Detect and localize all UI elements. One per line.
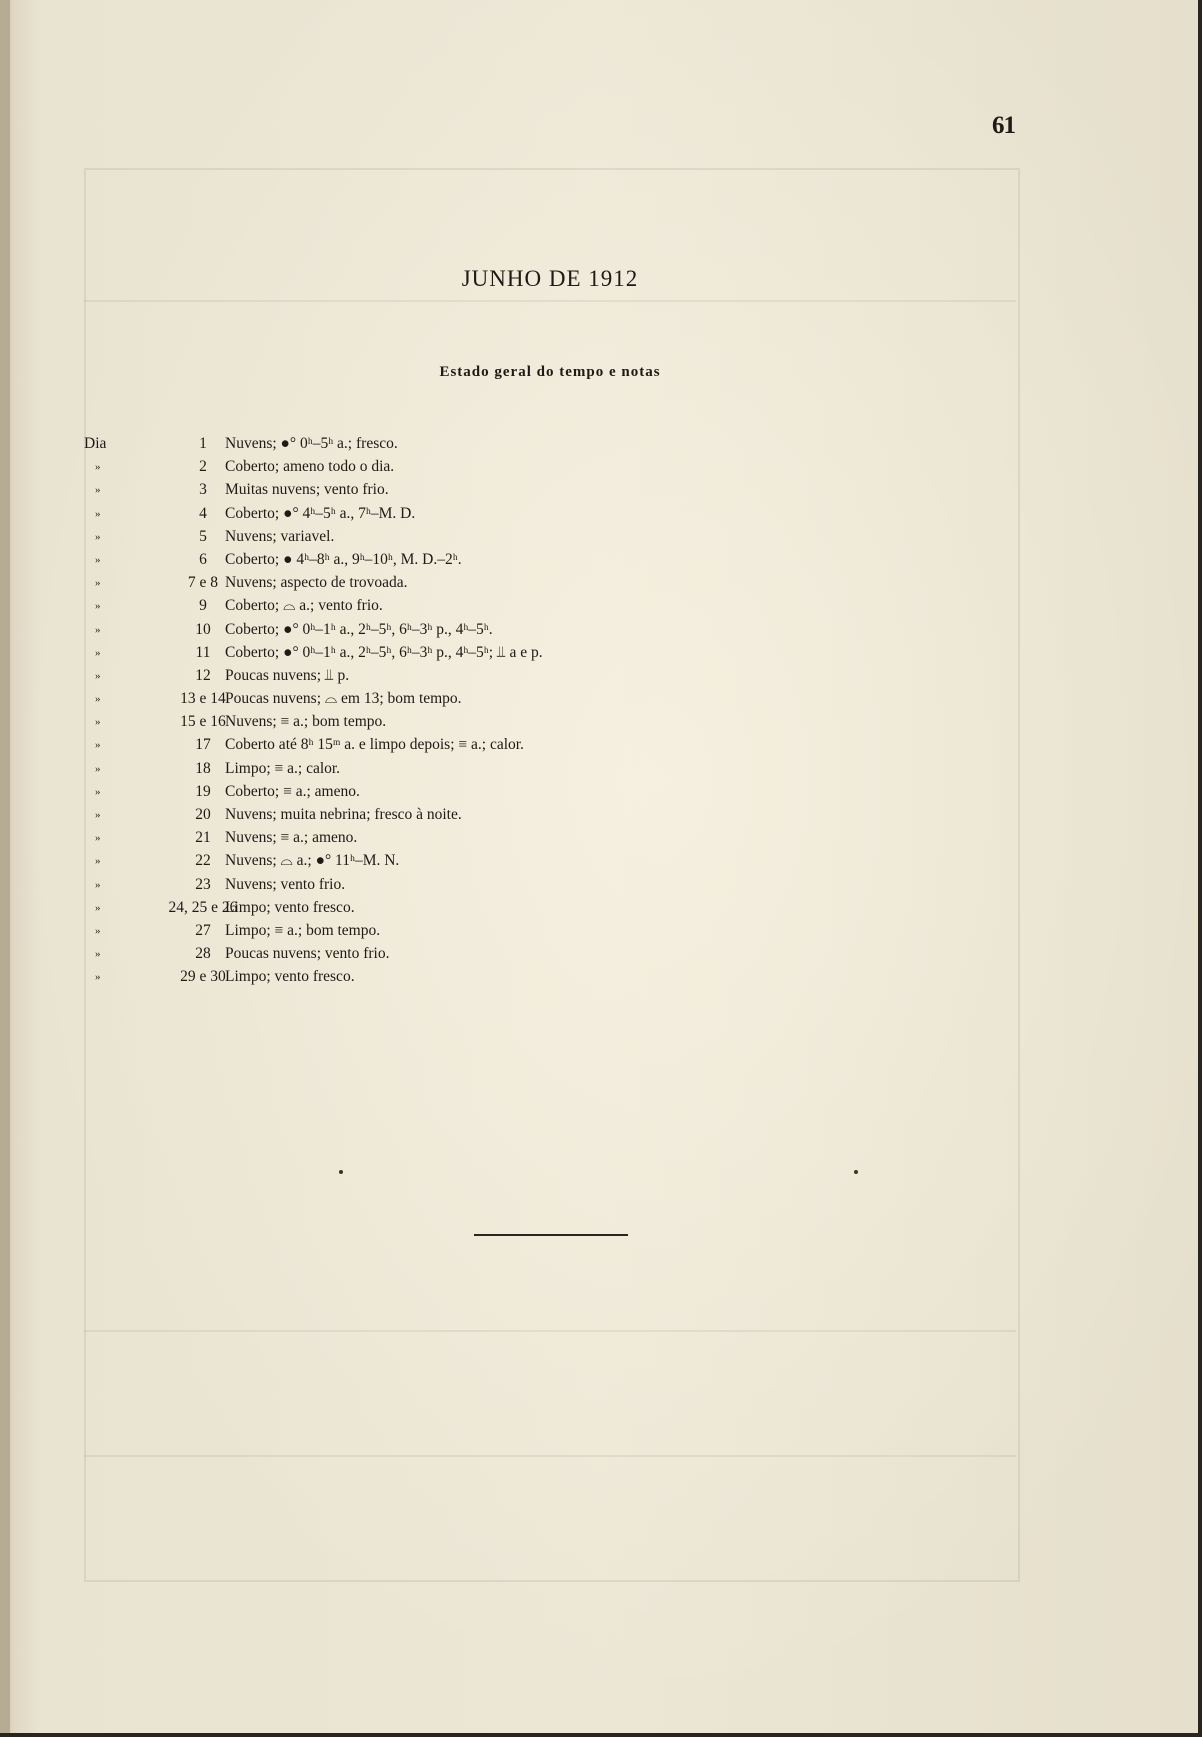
entry-day: 29 e 30 [180,968,226,986]
entry-note: Nuvens; ≡ a.; bom tempo. [225,713,387,731]
ditto-mark: » [95,577,101,590]
ditto-mark: » [95,669,101,682]
entry-day: 22 [195,852,211,870]
entry-day: 23 [195,875,211,893]
day-label: Dia [84,435,107,452]
weather-entry-row [84,690,984,713]
weather-entry-row [84,829,984,852]
entry-day: 9 [199,597,207,615]
entry-day: 6 [199,550,207,568]
weather-notes-list [84,435,984,992]
entry-note: Limpo; vento fresco. [225,968,355,986]
entry-day: 17 [195,736,211,754]
weather-entry-row [84,458,984,481]
entry-day: 21 [195,829,211,847]
entry-note: Poucas nuvens; ⌓ em 13; bom tempo. [225,690,462,708]
entry-day: 28 [195,945,211,963]
ditto-mark: » [95,553,101,566]
weather-entry-row [84,899,984,922]
ditto-mark: » [95,623,101,636]
ditto-mark: » [95,693,101,706]
entry-day: 10 [195,620,211,638]
month-title: JUNHO DE 1912 [461,266,639,291]
weather-entry-row [84,713,984,736]
entry-day: 1 [199,435,207,452]
ditto-mark: » [95,901,101,914]
ditto-mark: » [95,832,101,845]
weather-entry-row [84,551,984,574]
entry-note: Coberto; ● 4ʰ–8ʰ a., 9ʰ–10ʰ, M. D.–2ʰ. [225,550,462,568]
entry-day: 24, 25 e 26 [168,898,238,916]
entry-day: 11 [195,643,211,661]
ink-speck [339,1170,343,1174]
entry-day: 13 e 14 [180,690,226,708]
entry-note: Nuvens; ≡ a.; ameno. [225,829,358,847]
ditto-mark: » [95,716,101,729]
entry-note: Nuvens; vento frio. [225,875,346,893]
weather-entry-row [84,806,984,829]
ditto-mark: » [95,762,101,775]
weather-entry-row [84,597,984,620]
entry-day: 2 [199,458,207,476]
weather-entry-row [84,760,984,783]
ditto-mark: » [95,878,101,891]
weather-entry-row [84,435,984,458]
ditto-mark: » [95,924,101,937]
show-through-rule [84,300,1016,302]
entry-note: Coberto; ●° 0ʰ–1ʰ a., 2ʰ–5ʰ, 6ʰ–3ʰ p., 4ʰ–5ʰ; ⫫ a e p. [225,643,543,661]
entry-note: Coberto; ≡ a.; ameno. [225,782,360,800]
page-binding-edge [0,0,10,1733]
weather-entry-row [84,945,984,968]
weather-entry-row [84,736,984,759]
ditto-mark: » [95,461,101,474]
weather-entry-row [84,852,984,875]
ditto-mark: » [95,530,101,543]
entry-note: Nuvens; aspecto de trovoada. [225,574,408,592]
entry-note: Coberto até 8ʰ 15ᵐ a. e limpo depois; ≡ a.; calor. [225,736,524,754]
entry-note: Limpo; ≡ a.; bom tempo. [225,921,381,939]
ditto-mark: » [95,785,101,798]
ditto-mark: » [95,646,101,659]
entry-note: Coberto; ●° 0ʰ–1ʰ a., 2ʰ–5ʰ, 6ʰ–3ʰ p., 4ʰ–5ʰ. [225,620,493,638]
page-number: 61 [992,112,1015,139]
weather-entry-row [84,783,984,806]
entry-note: Muitas nuvens; vento frio. [225,481,389,499]
ditto-mark: » [95,855,101,868]
entry-day: 4 [199,504,207,522]
entry-day: 3 [199,481,207,499]
weather-entry-row [84,644,984,667]
entry-note: Nuvens; ●° 0ʰ–5ʰ a.; fresco. [225,435,398,452]
ditto-mark: » [95,484,101,497]
show-through-rule [84,1330,1016,1332]
entry-day: 18 [195,759,211,777]
entry-day: 15 e 16 [180,713,226,731]
ditto-mark: » [95,739,101,752]
ditto-mark: » [95,600,101,613]
weather-entry-row [84,922,984,945]
entry-note: Nuvens; ⌓ a.; ●° 11ʰ–M. N. [225,852,400,870]
weather-entry-row [84,481,984,504]
ditto-mark: » [95,971,101,984]
closing-rule [474,1234,628,1236]
entry-day: 27 [195,921,211,939]
section-title: Estado geral do tempo e notas [439,364,661,380]
ink-speck [854,1170,858,1174]
entry-note: Nuvens; variavel. [225,527,335,545]
entry-note: Limpo; ≡ a.; calor. [225,759,341,777]
entry-note: Coberto; ●° 4ʰ–5ʰ a., 7ʰ–M. D. [225,504,416,522]
weather-entry-row [84,876,984,899]
entry-day: 12 [195,666,211,684]
weather-entry-row [84,968,984,991]
entry-day: 19 [195,782,211,800]
entry-day: 20 [195,806,211,823]
show-through-rule [84,1455,1016,1457]
entry-note: Poucas nuvens; ⫫ p. [225,666,350,684]
weather-entry-row [84,621,984,644]
entry-day: 7 e 8 [187,574,219,592]
weather-entry-row [84,505,984,528]
ditto-mark: » [95,507,101,520]
entry-note: Coberto; ameno todo o dia. [225,458,395,476]
ditto-mark: » [95,948,101,961]
weather-entry-row [84,528,984,551]
ditto-mark: » [95,809,101,821]
entry-note: Nuvens; muita nebrina; fresco à noite. [225,806,462,823]
entry-note: Poucas nuvens; vento frio. [225,945,390,963]
entry-note: Limpo; vento fresco. [225,898,355,916]
entry-note: Coberto; ⌓ a.; vento frio. [225,597,383,615]
weather-entry-row [84,574,984,597]
entry-day: 5 [199,527,207,545]
weather-entry-row [84,667,984,690]
